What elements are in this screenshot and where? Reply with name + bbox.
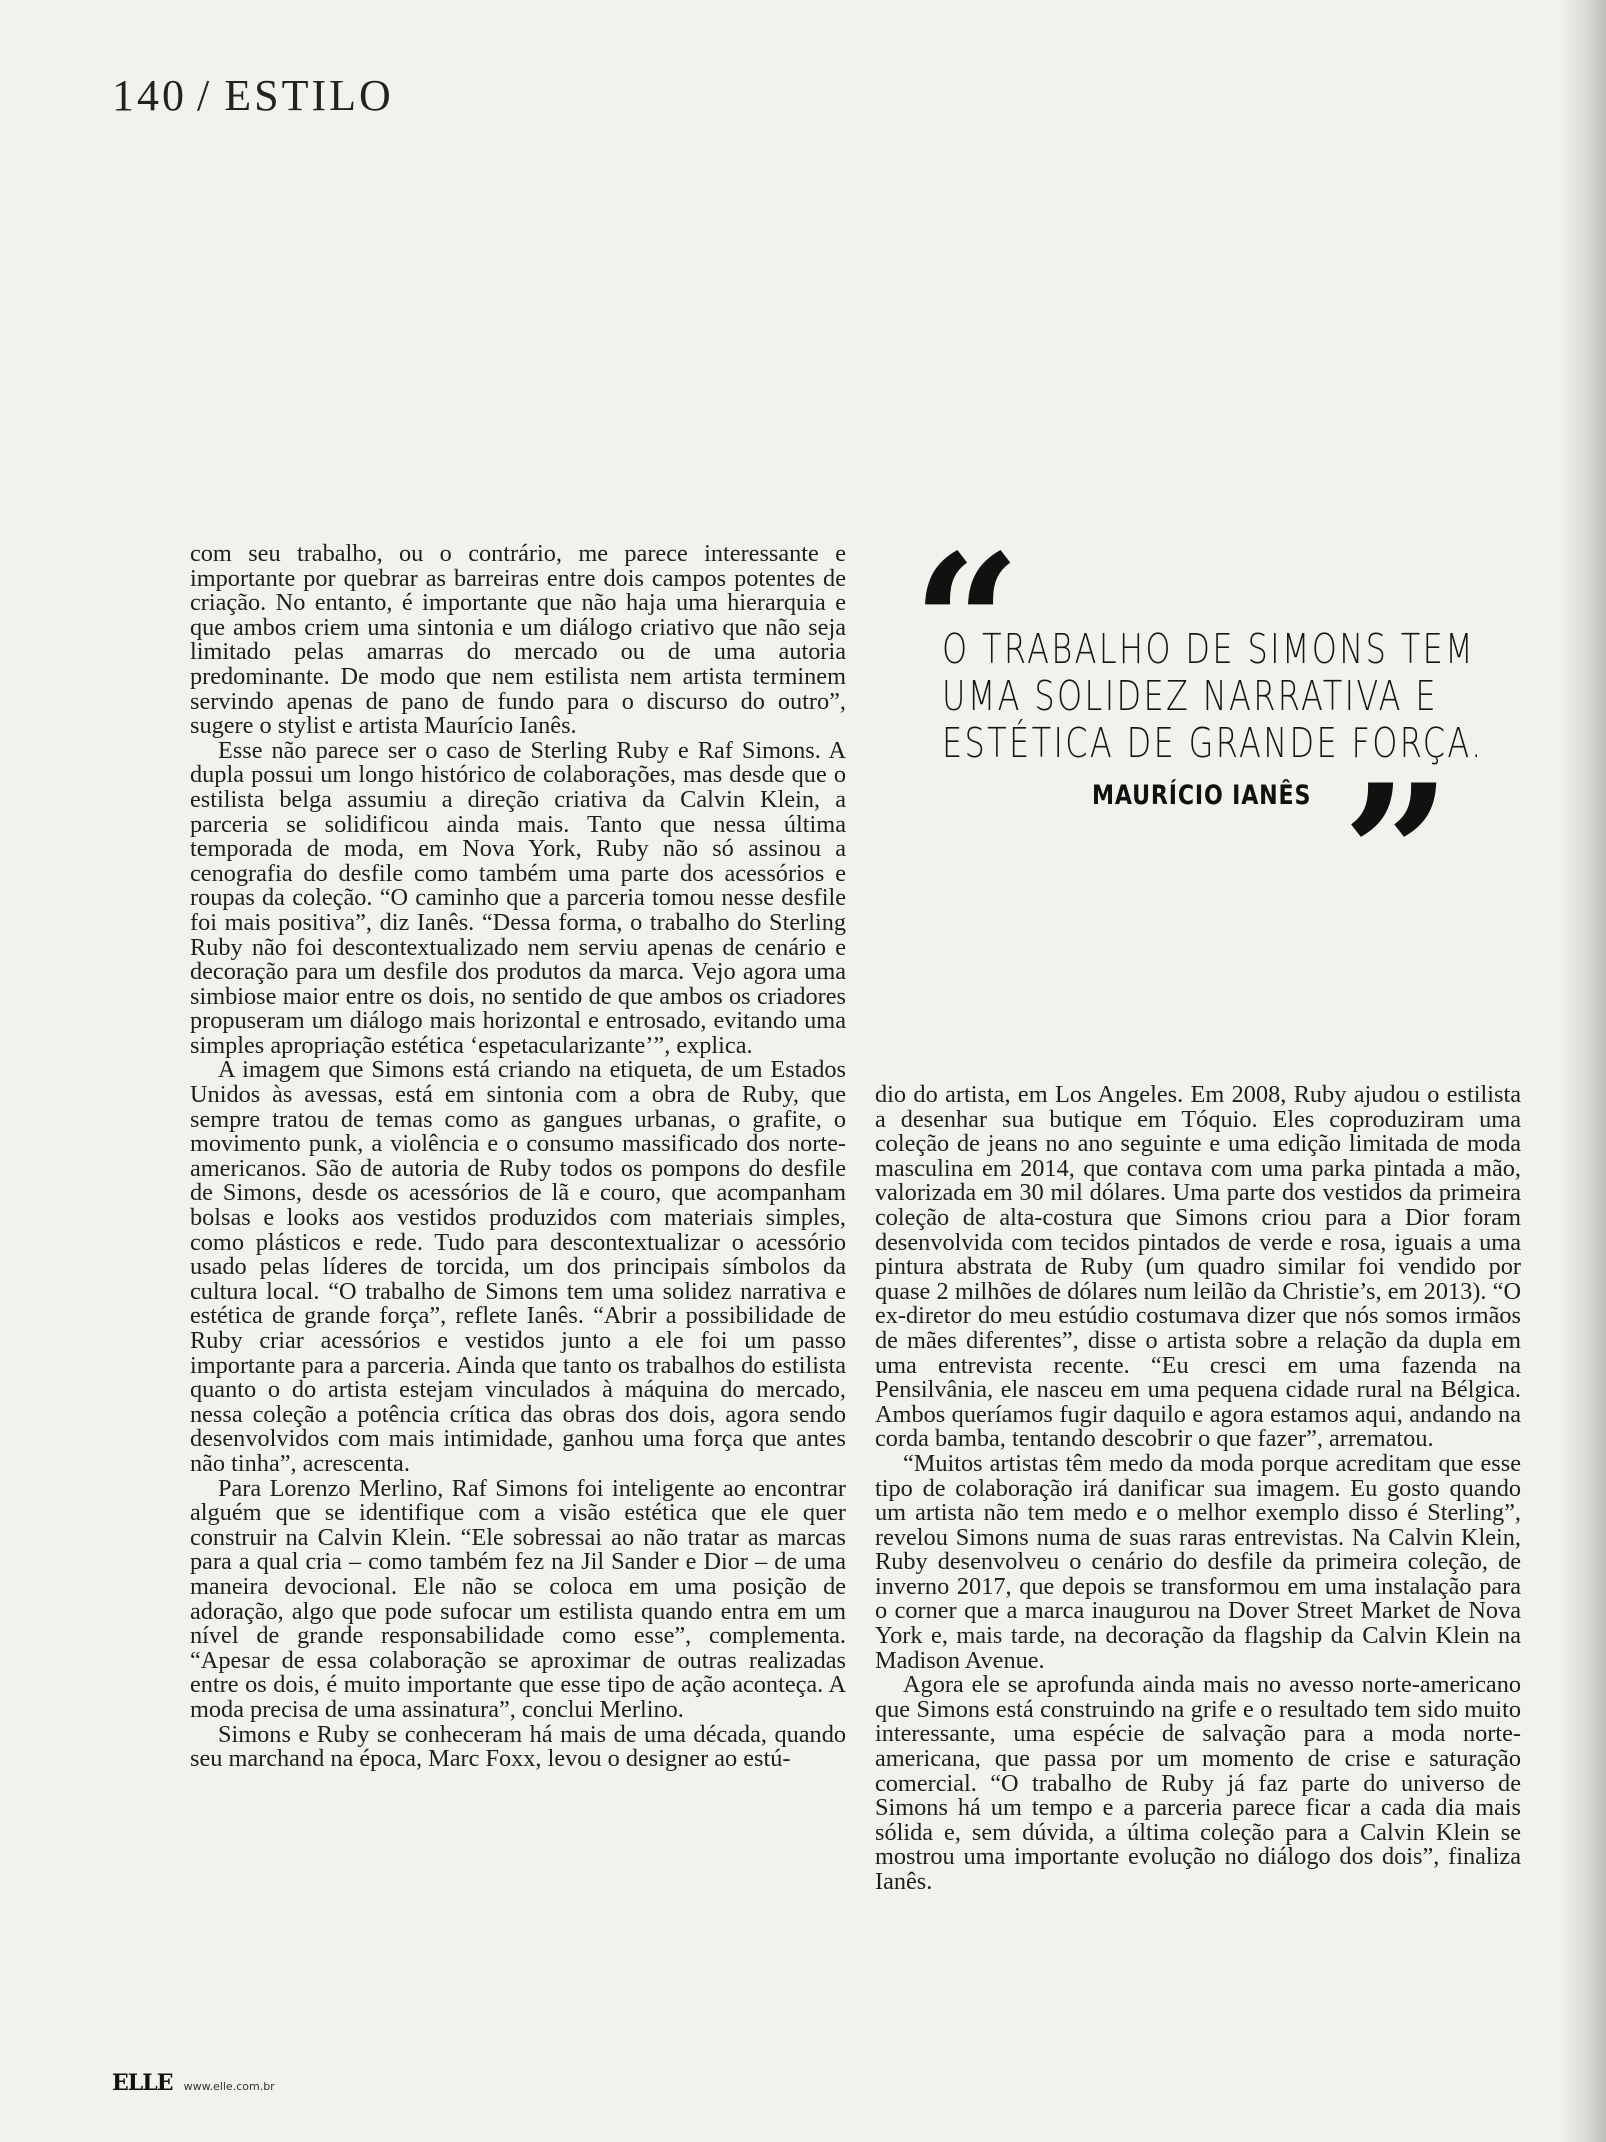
- footer-url: www.elle.com.br: [183, 2080, 275, 2093]
- close-quote-icon: ”: [1342, 743, 1452, 966]
- right-column: [875, 1083, 1521, 1895]
- page-gutter-shadow: [1558, 0, 1606, 2142]
- header-slash: /: [197, 71, 213, 120]
- paragraph: “Muitos artistas têm medo da moda porque acreditam que esse tipo de colaboração irá danificar sua imagem. Eu gosto quando um artista não tem medo e o melhor exemplo disso é Sterling”, revelou Simons numa de suas raras entrevistas. Na Calvin Klein, Ruby desenvolveu o cenário do desfile da primeira coleção, de inverno 2017, que depois se transformou em uma instalação para o corner que a marca inaugurou na Dover Street Market de Nova York e, mais tarde, na decoração da flagship da Calvin Klein na Madison Avenue.: [875, 1449, 1521, 1674]
- pull-quote-line: O TRABALHO DE SIMONS TEM: [942, 625, 1476, 673]
- paragraph: Para Lorenzo Merlino, Raf Simons foi inteligente ao encontrar alguém que se identifique com a visão estética que ele quer construir na Calvin Klein. “Ele sobressai ao não tratar as marcas para a qual cria – como também fez na Jil Sander e Dior – de uma maneira devocional. Ele não se coloca em uma posição de adoração, algo que pode sufocar um estilista quando entra em um nível de grande responsabilidade como esse”, complementa. “Apesar de essa colaboração se aproximar de outras realizadas entre os dois, é muito importante que esse tipo de ação aconteça. A moda precisa de uma assinatura”, conclui Merlino.: [190, 1474, 846, 1723]
- pull-quote: [912, 513, 1484, 966]
- left-column: [190, 542, 846, 1772]
- paragraph: dio do artista, em Los Angeles. Em 2008, Ruby ajudou o estilista a desenhar sua butique em Tóquio. Eles coproduziram uma coleção de jeans no ano seguinte e uma edição limitada de moda masculina em 2014, que contava com uma parka pintada a mão, valorizada em 30 mil dólares. Uma parte dos vestidos da primeira coleção de alta-costura que Simons criou para a Dior foram desenvolvida com tecidos pintados de verde e rosa, iguais a uma pintura abstrata de Ruby (um quadro similar foi vendido por quase 2 milhões de dólares num leilão da Christie’s, em 2013). “O ex-diretor do meu estúdio costumava dizer que nós somos irmãos de mães diferentes”, disse o artista sobre a relação da dupla em uma entrevista recente. “Eu cresci em uma fazenda na Pensilvânia, ele nasceu em uma pequena cidade rural na Bélgica. Ambos queríamos fugir daquilo e agora estamos aqui, andando na corda bamba, tentando descobrir o que fazer”, arrematou.: [875, 1081, 1521, 1453]
- page-footer: [112, 2070, 275, 2096]
- paragraph: Esse não parece ser o caso de Sterling Ruby e Raf Simons. A dupla possui um longo histórico de colaborações, mas desde que o estilista belga assumiu a direção criativa da Calvin Klein, a parceria se solidificou ainda mais. Tanto que nessa última temporada de moda, em Nova York, Ruby não só assinou a cenografia do desfile como também uma parte dos acessórios e roupas da coleção. “O caminho que a parceria tomou nesse desfile foi mais positiva”, diz Ianês. “Dessa forma, o trabalho do Sterling Ruby não foi descontextualizado nem serviu apenas de cenário e decoração para um desfile dos produtos da marca. Vejo agora uma simbiose maior entre os dois, no sentido de que ambos os criadores propuseram um diálogo mais horizontal e entrosado, evitando uma simples apropriação estética ‘espetacularizante’”, explica.: [190, 736, 846, 1059]
- paragraph: com seu trabalho, ou o contrário, me parece interessante e importante por quebrar as barreiras entre dois campos potentes de criação. No entanto, é importante que não haja uma hierarquia e que ambos criem uma sintonia e um diálogo criativo que não seja limitado pelas amarras do mercado ou de uma autoria predominante. De modo que nem estilista nem artista terminem servindo apenas de pano de fundo para o discurso do outro”, sugere o stylist e artista Maurício Ianês.: [190, 540, 846, 740]
- page-number: 140: [112, 71, 187, 120]
- open-quote-icon: “: [912, 513, 1022, 736]
- paragraph: Simons e Ruby se conheceram há mais de uma década, quando seu marchand na época, Marc Foxx, levou o designer ao estú-: [190, 1720, 846, 1773]
- paragraph: Agora ele se aprofunda ainda mais no avesso norte-americano que Simons está construindo na grife e o resultado tem sido muito interessante, uma espécie de salvação para a moda norte-americana, que passa por um momento de crise e saturação comercial. “O trabalho de Ruby já faz parte do universo de Simons há um tempo e a parceria parece ficar a cada dia mais sólida e, sem dúvida, a última coleção para a Calvin Klein se mostrou uma importante evolução no diálogo dos dois”, finaliza Ianês.: [875, 1671, 1521, 1895]
- section-title: ESTILO: [224, 71, 394, 120]
- pull-quote-author: MAURÍCIO IANÊS: [1092, 780, 1312, 811]
- pull-quote-text: [942, 625, 1484, 767]
- paragraph: A imagem que Simons está criando na etiqueta, de um Estados Unidos às avessas, está em sintonia com a obra de Ruby, que sempre tratou de temas como as gangues urbanas, o grafite, o movimento punk, a violência e o consumo massificado dos norte-americanos. São de autoria de Ruby todos os pompons do desfile de Simons, desde os acessórios de lã e couro, que acompanham bolsas e looks aos vestidos produzidos com materiais simples, como plásticos e rede. Tudo para descontextualizar o acessório usado pelas líderes de torcida, um dos principais símbolos da cultura local. “O trabalho de Simons tem uma solidez narrativa e estética de grande força”, reflete Ianês. “Abrir a possibilidade de Ruby criar acessórios e vestidos junto a ele foi um passo importante para a parceria. Ainda que tanto os trabalhos do estilista quanto o do artista estejam vinculados à máquina do mercado, nessa coleção a potência crítica das obras dos dois, agora sendo desenvolvidos com mais intimidade, ganhou uma força que antes não tinha”, acrescenta.: [190, 1056, 846, 1477]
- pull-quote-line: UMA SOLIDEZ NARRATIVA E: [942, 672, 1438, 720]
- page-header: [112, 70, 394, 121]
- pull-quote-line: ESTÉTICA DE GRANDE FORÇA.: [942, 719, 1484, 767]
- brand-logo: ELLE: [112, 2070, 173, 2096]
